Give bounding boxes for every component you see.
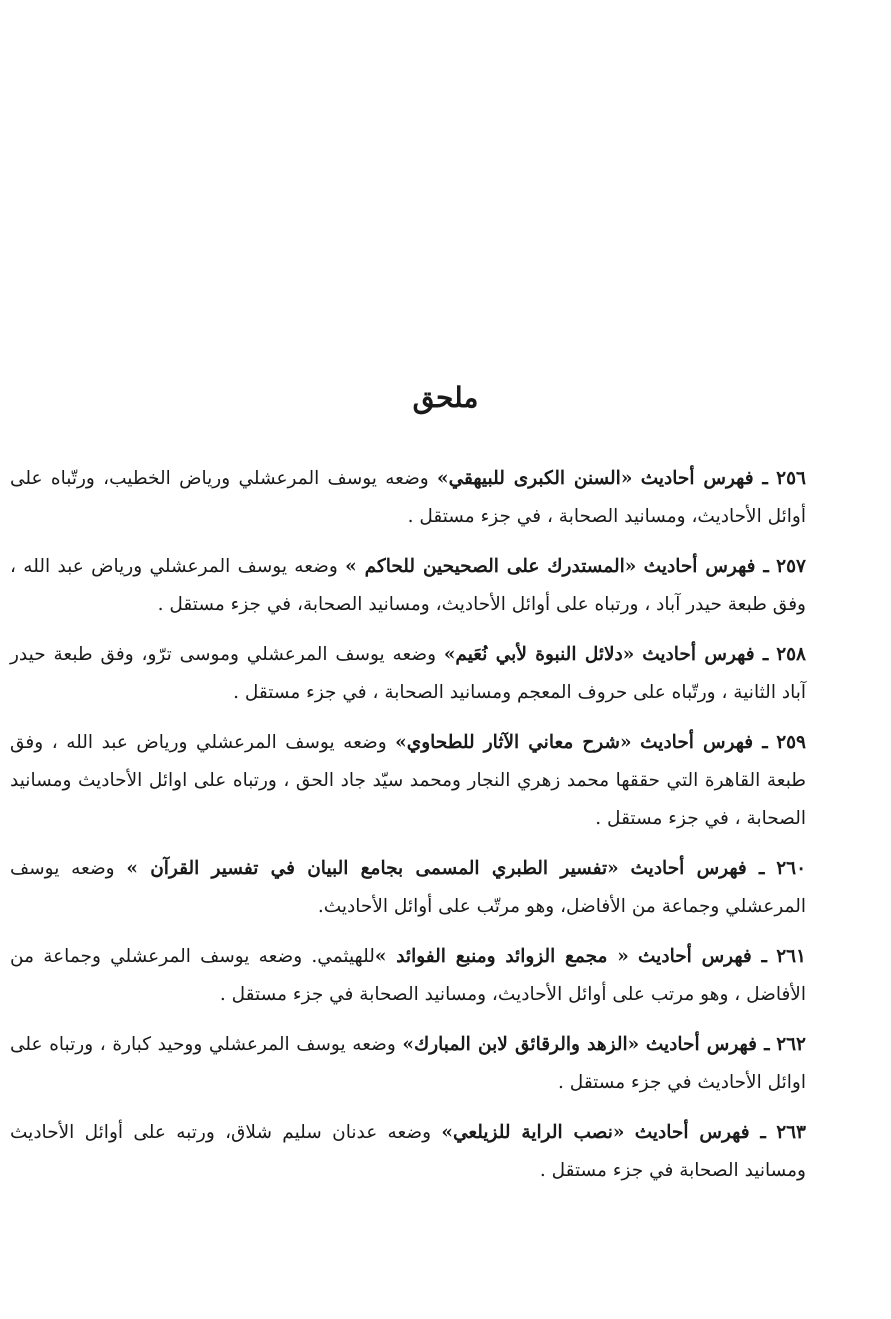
list-item (10, 636, 806, 712)
entry-lead: ـ فهرس أحاديث (640, 468, 768, 489)
entry-book-title: « مجمع الزوائد ومنبع الفوائد » (374, 946, 629, 967)
entry-lead: ـ فهرس أحاديث (634, 1122, 766, 1143)
list-item (10, 724, 806, 838)
entry-lead: ـ فهرس أحاديث (638, 946, 767, 967)
entry-book-title: «دلائل النبوة لأبي نُعَيم» (443, 644, 635, 665)
entry-lead: ـ فهرس أحاديث (642, 644, 769, 665)
entry-book-title: «الزهد والرقائق لابن المبارك» (402, 1034, 640, 1055)
entry-text: وضعه يوسف المرعشلي وجماعة من الأفاضل، وهو مرتّب على أوائل الأحاديث. (10, 858, 806, 917)
entry-text: وضعه يوسف المرعشلي ووحيد كبارة ، ورتباه على اوائل الأحاديث في جزء مستقل . (10, 1034, 806, 1093)
entry-text: وضعه يوسف المرعشلي ورياض عبد الله ، وفق طبعة القاهرة التي حققها محمد زهري النجار ومحمد سيّد جاد الحق ، ورتباه على اوائل الأحاديث ومسانيد الصحابة ، في جزء مستقل . (10, 732, 806, 829)
entry-number: ٢٥٨ (776, 644, 806, 665)
entry-book-title: «المستدرك على الصحيحين للحاكم » (345, 556, 637, 577)
entry-book-title: «شرح معاني الآثار للطحاوي» (395, 732, 632, 753)
entry-number: ٢٦٠ (776, 858, 807, 879)
entry-number: ٢٦١ (776, 946, 806, 967)
list-item (10, 938, 806, 1014)
entry-number: ٢٥٧ (776, 556, 806, 577)
entry-number: ٢٥٩ (776, 732, 806, 753)
entry-number: ٢٦٣ (776, 1122, 806, 1143)
entries-list (10, 460, 806, 1202)
entry-text: للهيثمي. وضعه يوسف المرعشلي وجماعة من الأفاضل ، وهو مرتب على أوائل الأحاديث، ومسانيد الصحابة في جزء مستقل . (10, 946, 806, 1005)
entry-book-title: «السنن الكبرى للبيهقي» (437, 468, 633, 489)
entry-book-title: «نصب الراية للزيلعي» (441, 1122, 625, 1143)
entry-text: وضعه يوسف المرعشلي وموسى ترّو، وفق طبعة حيدر آباد الثانية ، ورتّباه على حروف المعجم ومسانيد الصحابة ، في جزء مستقل . (10, 644, 806, 703)
entry-lead: ـ فهرس أحاديث (643, 556, 769, 577)
list-item (10, 1026, 806, 1102)
list-item (10, 460, 806, 536)
entry-text: وضعه عدنان سليم شلاق، ورتبه على أوائل الأحاديث ومسانيد الصحابة في جزء مستقل . (10, 1122, 806, 1181)
list-item (10, 850, 806, 926)
entry-text: وضعه يوسف المرعشلي ورياض عبد الله ، وفق طبعة حيدر آباد ، ورتباه على أوائل الأحاديث، ومسانيد الصحابة، في جزء مستقل . (10, 556, 806, 615)
list-item (10, 548, 806, 624)
entry-number: ٢٦٢ (776, 1034, 806, 1055)
list-item (10, 1114, 806, 1190)
entry-number: ٢٥٦ (776, 468, 806, 489)
entry-lead: ـ فهرس أحاديث (645, 1034, 770, 1055)
page-heading: ملحق (412, 381, 479, 414)
entry-book-title: «تفسير الطبري المسمى بجامع البيان في تفسير القرآن » (126, 858, 619, 879)
entry-lead: ـ فهرس أحاديث (630, 858, 765, 879)
entry-text: وضعه يوسف المرعشلي ورياض الخطيب، ورتّباه على أوائل الأحاديث، ومسانيد الصحابة ، في جزء مستقل . (10, 468, 806, 527)
entry-lead: ـ فهرس أحاديث (640, 732, 768, 753)
